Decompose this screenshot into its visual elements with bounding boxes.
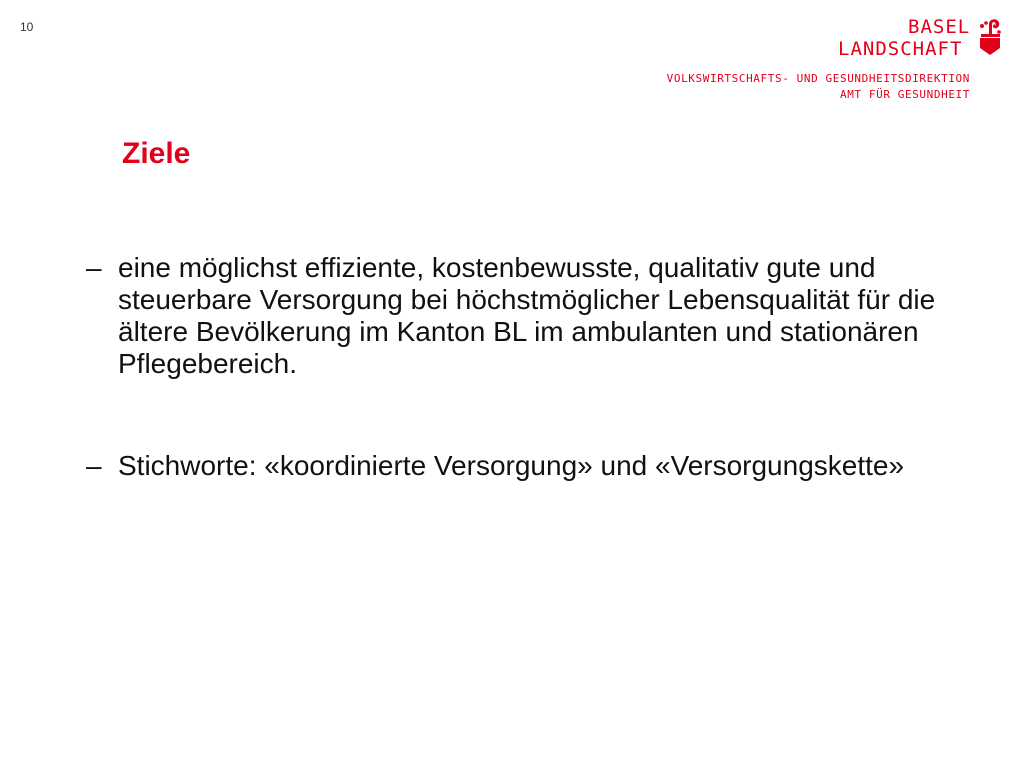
bullet-dash-icon: – <box>86 252 102 283</box>
bullet-text-keywords: Stichworte: «koordinierte Versorgung» und «Versorgungskette» <box>118 450 905 481</box>
department-line-2: AMT FÜR GESUNDHEIT <box>839 88 970 101</box>
department-line-1: VOLKSWIRTSCHAFTS- UND GESUNDHEITSDIREKTION <box>666 72 970 85</box>
bishop-staff-crest-icon <box>978 18 1002 60</box>
basel-landschaft-logo <box>838 16 1006 64</box>
logo-line-landschaft: LANDSCHAFT <box>838 38 963 60</box>
logo-line-basel: BASEL <box>908 16 971 38</box>
slide-title: Ziele <box>122 137 191 170</box>
page-number: 10 <box>20 20 34 34</box>
bullet-text-goal: eine möglichst effiziente, kostenbewusste, qualitativ gute und steuerbare Versorgung bei höchstmöglicher Lebensqualität für die ältere Bevölkerung im Kanton BL im ambulanten und stationären Pflegebereich. <box>118 252 936 379</box>
bullet-list <box>86 252 1006 482</box>
bullet-item-keywords <box>86 450 1006 482</box>
bullet-item-goal <box>86 252 1006 380</box>
bullet-dash-icon: – <box>86 450 102 481</box>
